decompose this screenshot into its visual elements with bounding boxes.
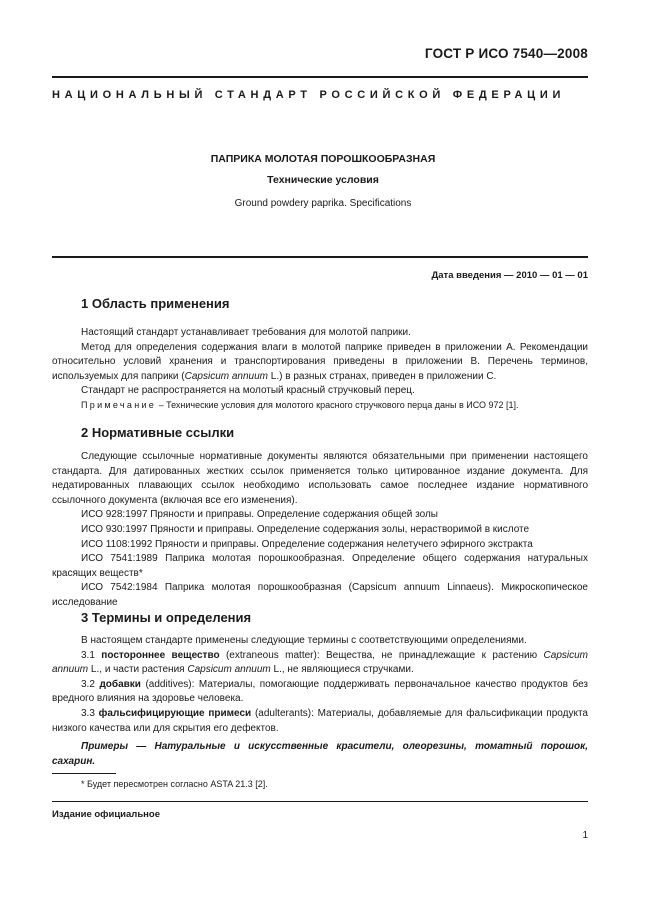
document-title-english: Ground powdery paprika. Specifications [234,198,412,209]
footnote: * Будет пересмотрен согласно ASTA 21.3 [2]. [81,779,268,789]
header-rule [52,76,588,78]
section-1-note [81,400,519,410]
section-3-paragraph-1: В настоящем стандарте применены следующие термины с соответствующими определениями. [81,635,527,646]
term-3-2: 3.2 добавки (additives): Материалы, помогающие поддерживать первоначальное качество продуктов без вредного влияния на здоровье человека. [52,678,589,705]
term-3-1: 3.1 постороннее вещество (extraneous matter): Вещества, не принадлежащие к растению Capsicum annuum L., и части растения Capsicum annuum L., не являющиеся стручками. [52,649,588,676]
note-text: – Технические условия для молотого красного стручкового перца даны в ИСО 972 [1]. [156,400,519,410]
reference-item: ИСО 7542:1984 Паприка молотая порошкообразная (Capsicum annuum Linnaeus). Микроскопическое исследование [52,582,588,608]
national-standard-heading: НАЦИОНАЛЬНЫЙ СТАНДАРТ РОССИЙСКОЙ ФЕДЕРАЦИИ [52,89,566,101]
section-1-heading: 1 Область применения [81,296,230,311]
reference-item: ИСО 7541:1989 Паприка молотая порошкообразная. Определение общего содержания натуральных красящих веществ* [52,553,588,579]
section-2-body [52,450,588,611]
section-3-body [52,634,588,769]
reference-item: ИСО 930:1997 Пряности и приправы. Определение содержания золы, нерастворимой в кислоте [81,523,530,535]
section-1-paragraph-3: Стандарт не распространяется на молотый красный стручковый перец. [81,385,415,397]
section-2-heading: 2 Нормативные ссылки [81,425,235,440]
reference-item: ИСО 1108:1992 Пряности и приправы. Определение содержания нелетучего эфирного экстракта [81,538,533,550]
standard-number: ГОСТ Р ИСО 7540—2008 [424,46,588,61]
footnote-rule [52,773,116,774]
document-title: ПАПРИКА МОЛОТАЯ ПОРОШКООБРАЗНАЯ [210,153,436,165]
section-3-heading: 3 Термины и определения [81,610,252,625]
examples: Примеры — Натуральные и искусственные красители, олеорезины, томатный порошок, сахарин. [52,741,588,767]
official-edition-label: Издание официальное [52,809,160,820]
introduction-date: Дата введения — 2010 — 01 — 01 [431,270,588,281]
section-1-paragraph-1: Настоящий стандарт устанавливает требования для молотой паприки. [81,327,411,338]
section-1-body [52,326,588,399]
title-rule [52,256,588,258]
document-subtitle: Технические условия [267,174,379,186]
note-label: Примечание [81,400,157,410]
reference-item: ИСО 928:1997 Пряности и приправы. Определение содержания общей золы [81,509,438,521]
term-3-3: 3.3 фальсифицирующие примеси (adulterants): Материалы, добавляемые для фальсификации продукта низкого качества или для скрытия его дефектов. [52,707,588,734]
section-1-paragraph-2: Метод для определения содержания влаги в молотой паприке приведен в приложении А. Рекомендации относительно условий хранения и транспортирования приведены в приложении В. Перечень терминов, используемых для паприки (Capsicum annuum L.) в разных странах, приведен в приложении С. [52,341,588,382]
footer-rule [52,801,588,802]
section-2-paragraph-1: Следующие ссылочные нормативные документы являются обязательными при применении настоящего стандарта. Для датированных жестких ссылок применяется только цитированное издание документа. Для недатированных плавающих ссылок необходимо использовать самое последнее издание нормативного ссылочного документа (включая все его изменения). [52,451,588,506]
page-number: 1 [582,830,588,841]
